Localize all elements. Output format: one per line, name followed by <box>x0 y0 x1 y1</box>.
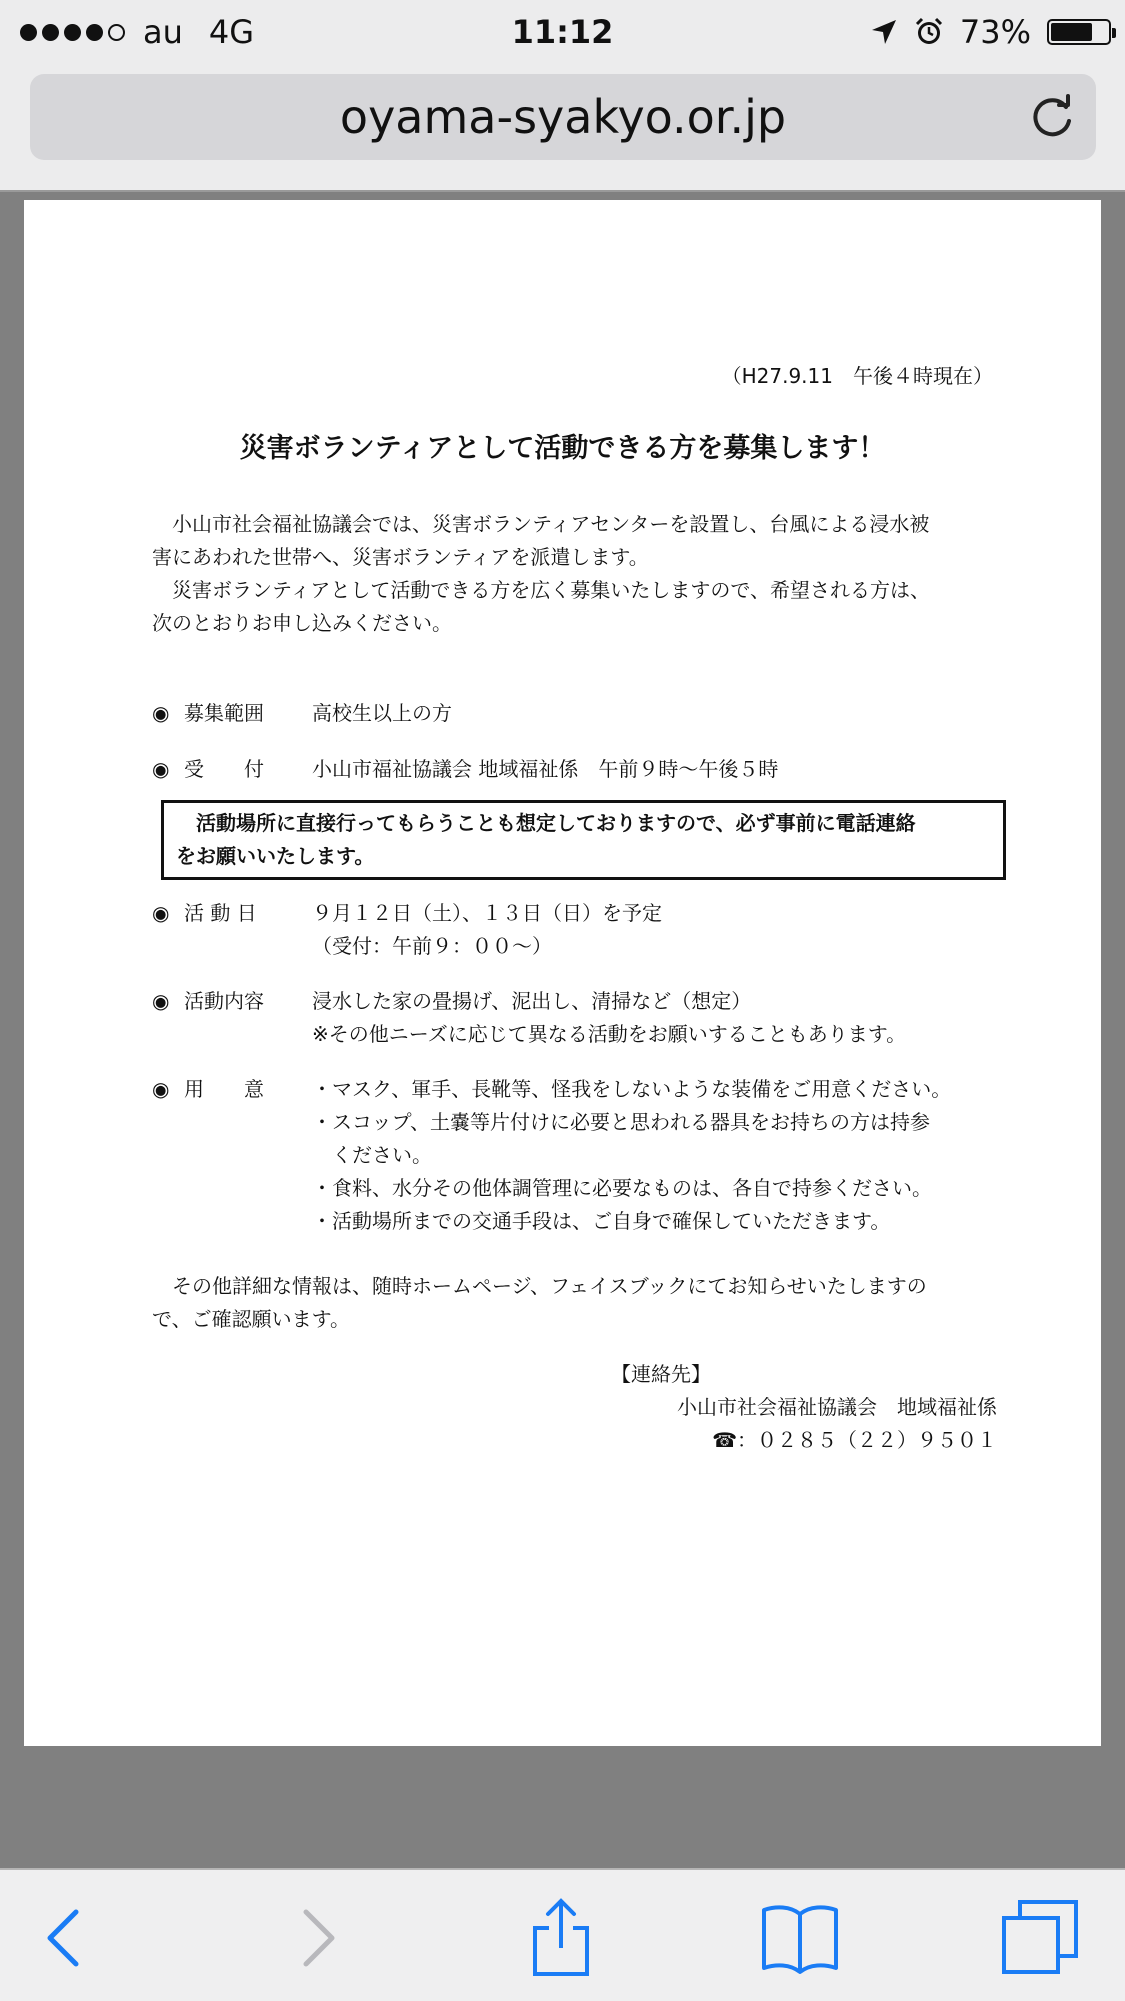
bullet-icon: ◉ <box>152 701 170 725</box>
section-label: 募集範囲 <box>184 701 264 725</box>
section-value: 小山市福祉協議会 地域福祉係 午前９時～午後５時 <box>312 757 779 781</box>
bullet-icon: ◉ <box>152 1077 170 1101</box>
url-text[interactable]: oyama-syakyo.or.jp <box>339 90 787 144</box>
battery-percent: 73% <box>959 13 1031 51</box>
bullet-icon: ◉ <box>152 989 170 1013</box>
carrier-name: au <box>143 13 183 51</box>
browser-navbar <box>0 64 1125 192</box>
intro-line: 小山市社会福祉協議会では、災害ボランティアセンターを設置し、台風による浸水被 <box>152 512 930 536</box>
bullet-icon: ◉ <box>152 901 170 925</box>
address-bar[interactable] <box>30 74 1096 160</box>
notice-line: 活動場所に直接行ってもらうことも想定しておりますので、必ず事前に電話連絡 <box>176 811 916 835</box>
intro-line: 災害ボランティアとして活動できる方を広く募集いたしますので、希望される方は、 <box>152 578 930 602</box>
closing-line: で、ご確認願います。 <box>152 1307 350 1331</box>
closing-paragraph <box>152 1270 1032 1336</box>
battery-fill <box>1051 23 1092 41</box>
intro-paragraph <box>152 508 1032 640</box>
section-label: 用 意 <box>184 1077 264 1101</box>
contact-phone: ☎：０２８５（２２）９５０１ <box>712 1428 997 1452</box>
browser-toolbar <box>0 1868 1125 2001</box>
status-time: 11:12 <box>511 13 614 51</box>
bookmarks-button[interactable] <box>760 1898 840 1978</box>
tabs-icon[interactable] <box>1000 1898 1080 1978</box>
section-label: 受 付 <box>184 757 264 781</box>
contact-organization: 小山市社会福祉協議会 地域福祉係 <box>677 1395 997 1419</box>
document-date: （H27.9.11 午後４時現在） <box>721 364 993 388</box>
section-value: ・マスク、軍手、長靴等、怪我をしないような装備をご用意ください。 ・スコップ、土嚢等片付けに必要と思われる器具をお持ちの方は持参 ください。 ・食料、水分その他体調管理に必要なものは、各自で持参ください。 ・活動場所までの交通手段は、ご自身で確保していただきます。 <box>312 1077 952 1233</box>
share-button[interactable] <box>521 1898 601 1978</box>
section-value: ９月１２日（土）、１３日（日）を予定 （受付：午前９：００～） <box>312 901 662 958</box>
reload-icon[interactable] <box>1026 91 1078 143</box>
bullet-icon: ◉ <box>152 757 170 781</box>
back-icon[interactable] <box>26 1898 106 1978</box>
share-icon[interactable] <box>521 1898 601 1978</box>
alarm-icon <box>914 17 944 47</box>
location-arrow-icon <box>870 18 898 46</box>
contact-heading: 【連絡先】 <box>611 1362 711 1386</box>
document-page <box>24 200 1101 1746</box>
document-title: 災害ボランティアとして活動できる方を募集します！ <box>239 433 886 464</box>
forward-icon[interactable] <box>276 1898 356 1978</box>
section-label: 活 動 日 <box>184 901 257 925</box>
battery-icon <box>1047 19 1111 45</box>
section-value: 浸水した家の畳揚げ、泥出し、清掃など（想定） ※その他ニーズに応じて異なる活動をお願いすることもあります。 <box>312 989 907 1046</box>
intro-line: 次のとおりお申し込みください。 <box>152 611 452 635</box>
status-bar <box>0 0 1125 64</box>
section-value: 高校生以上の方 <box>312 701 452 725</box>
network-type: 4G <box>208 13 255 51</box>
bookmarks-icon[interactable] <box>760 1898 840 1978</box>
section-label: 活動内容 <box>184 989 264 1013</box>
intro-line: 害にあわれた世帯へ、災害ボランティアを派遣します。 <box>152 545 649 569</box>
closing-line: その他詳細な情報は、随時ホームページ、フェイスブックにてお知らせいたしますの <box>152 1274 927 1298</box>
tabs-button[interactable] <box>1000 1898 1080 1978</box>
back-button[interactable] <box>26 1898 106 1978</box>
notice-line: をお願いいたします。 <box>176 844 375 868</box>
status-right <box>870 8 1111 56</box>
notice-box <box>161 800 1006 880</box>
forward-button[interactable] <box>276 1898 356 1978</box>
